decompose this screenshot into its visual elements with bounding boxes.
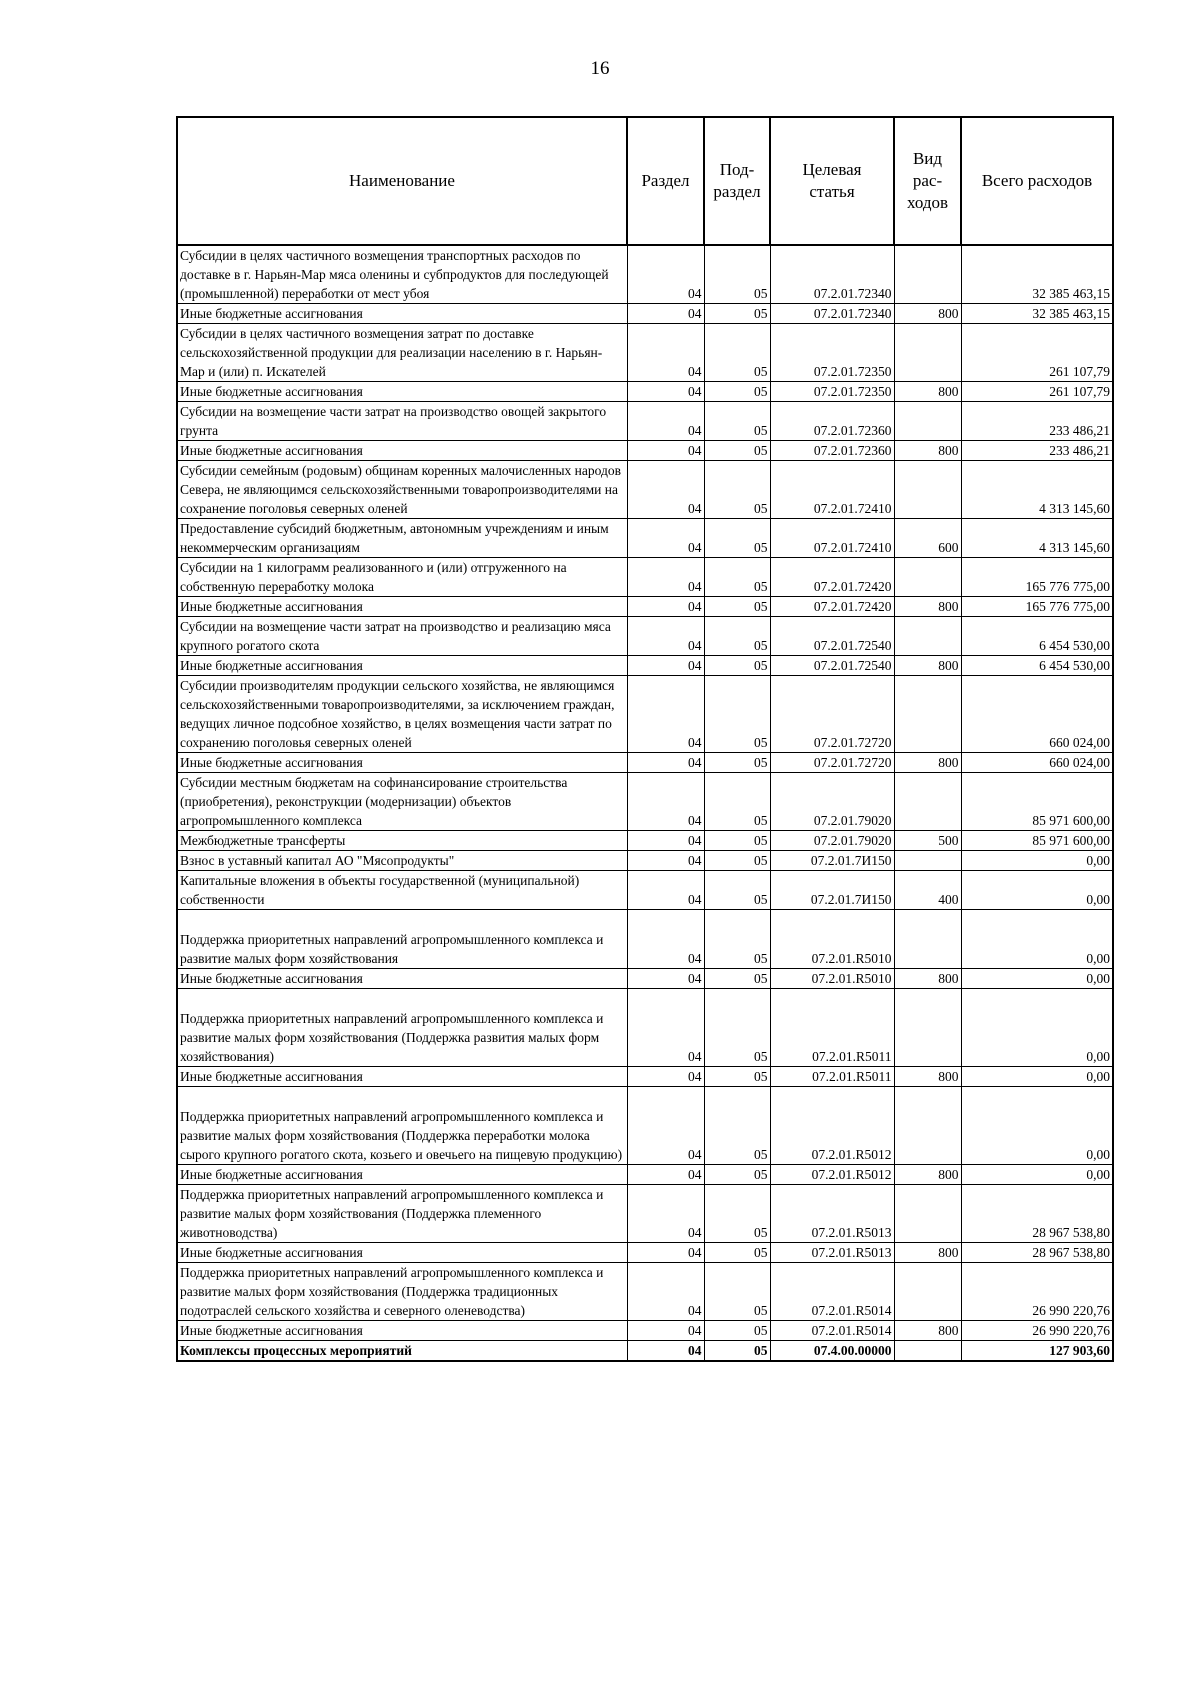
cell-subsection: 05 xyxy=(704,1165,770,1185)
cell-target: 07.2.01.R5011 xyxy=(770,989,894,1067)
cell-subsection: 05 xyxy=(704,989,770,1067)
cell-type: 800 xyxy=(894,753,961,773)
cell-subsection: 05 xyxy=(704,831,770,851)
cell-name: Субсидии семейным (родовым) общинам коренных малочисленных народов Севера, не являющимся сельскохозяйственными товаропроизводителями на сохранение поголовья северных оленей xyxy=(177,461,627,519)
cell-section: 04 xyxy=(627,597,704,617)
cell-target: 07.2.01.R5011 xyxy=(770,1067,894,1087)
cell-name: Иные бюджетные ассигнования xyxy=(177,1165,627,1185)
cell-type: 800 xyxy=(894,656,961,676)
cell-section: 04 xyxy=(627,1165,704,1185)
cell-section: 04 xyxy=(627,656,704,676)
cell-target: 07.2.01.R5013 xyxy=(770,1185,894,1243)
table-row xyxy=(177,304,1113,324)
table-row xyxy=(177,519,1113,558)
cell-total: 0,00 xyxy=(961,989,1113,1067)
cell-name: Поддержка приоритетных направлений агропромышленного комплекса и развитие малых форм хозяйствования (Поддержка развития малых форм хозяйствования) xyxy=(177,989,627,1067)
cell-type xyxy=(894,1263,961,1321)
cell-section: 04 xyxy=(627,676,704,753)
cell-section: 04 xyxy=(627,1243,704,1263)
cell-total: 660 024,00 xyxy=(961,676,1113,753)
cell-target: 07.2.01.72420 xyxy=(770,558,894,597)
cell-target: 07.2.01.72350 xyxy=(770,324,894,382)
cell-name: Субсидии на возмещение части затрат на производство и реализацию мяса крупного рогатого скота xyxy=(177,617,627,656)
cell-name: Субсидии на 1 килограмм реализованного и (или) отгруженного на собственную переработку молока xyxy=(177,558,627,597)
table-row xyxy=(177,245,1113,304)
cell-name: Предоставление субсидий бюджетным, автономным учреждениям и иным некоммерческим организациям xyxy=(177,519,627,558)
cell-subsection: 05 xyxy=(704,1067,770,1087)
cell-type xyxy=(894,989,961,1067)
cell-subsection: 05 xyxy=(704,1243,770,1263)
table-row xyxy=(177,910,1113,969)
cell-subsection: 05 xyxy=(704,597,770,617)
cell-total: 261 107,79 xyxy=(961,382,1113,402)
cell-section: 04 xyxy=(627,851,704,871)
cell-section: 04 xyxy=(627,617,704,656)
cell-total: 233 486,21 xyxy=(961,402,1113,441)
cell-target: 07.2.01.72360 xyxy=(770,441,894,461)
cell-subsection: 05 xyxy=(704,382,770,402)
cell-name: Субсидии в целях частичного возмещения транспортных расходов по доставке в г. Нарьян-Мар мяса оленины и субпродуктов для последующей (промышленной) переработки от мест убоя xyxy=(177,245,627,304)
cell-section: 04 xyxy=(627,245,704,304)
cell-name: Взнос в уставный капитал АО "Мясопродукты" xyxy=(177,851,627,871)
cell-total: 85 971 600,00 xyxy=(961,831,1113,851)
cell-target: 07.2.01.R5014 xyxy=(770,1263,894,1321)
table-row xyxy=(177,989,1113,1067)
cell-target: 07.2.01.72410 xyxy=(770,461,894,519)
cell-type xyxy=(894,910,961,969)
cell-name: Субсидии местным бюджетам на софинансирование строительства (приобретения), реконструкции (модернизации) объектов агропромышленного комплекса xyxy=(177,773,627,831)
cell-type xyxy=(894,773,961,831)
cell-subsection: 05 xyxy=(704,753,770,773)
cell-name: Межбюджетные трансферты xyxy=(177,831,627,851)
cell-section: 04 xyxy=(627,1263,704,1321)
cell-section: 04 xyxy=(627,753,704,773)
cell-subsection: 05 xyxy=(704,1263,770,1321)
cell-name: Иные бюджетные ассигнования xyxy=(177,1321,627,1341)
cell-target: 07.2.01.72420 xyxy=(770,597,894,617)
table-row xyxy=(177,558,1113,597)
table-row xyxy=(177,1341,1113,1362)
table-row xyxy=(177,969,1113,989)
cell-total: 26 990 220,76 xyxy=(961,1321,1113,1341)
cell-total: 0,00 xyxy=(961,1067,1113,1087)
header-subsection: Под- раздел xyxy=(704,117,770,245)
cell-type: 800 xyxy=(894,597,961,617)
cell-total: 233 486,21 xyxy=(961,441,1113,461)
cell-type: 400 xyxy=(894,871,961,910)
cell-section: 04 xyxy=(627,402,704,441)
table-row xyxy=(177,1087,1113,1165)
cell-type: 600 xyxy=(894,519,961,558)
header-type: Вид рас- ходов xyxy=(894,117,961,245)
table-row xyxy=(177,597,1113,617)
cell-target: 07.2.01.R5010 xyxy=(770,969,894,989)
cell-total: 0,00 xyxy=(961,910,1113,969)
cell-type xyxy=(894,324,961,382)
cell-section: 04 xyxy=(627,461,704,519)
cell-section: 04 xyxy=(627,1087,704,1165)
cell-target: 07.2.01.72410 xyxy=(770,519,894,558)
table-row xyxy=(177,402,1113,441)
cell-section: 04 xyxy=(627,1341,704,1362)
cell-subsection: 05 xyxy=(704,1321,770,1341)
cell-total: 28 967 538,80 xyxy=(961,1185,1113,1243)
cell-type: 800 xyxy=(894,441,961,461)
cell-name: Иные бюджетные ассигнования xyxy=(177,753,627,773)
cell-section: 04 xyxy=(627,1321,704,1341)
cell-section: 04 xyxy=(627,304,704,324)
table-row xyxy=(177,656,1113,676)
table-row xyxy=(177,1321,1113,1341)
cell-total: 261 107,79 xyxy=(961,324,1113,382)
cell-name: Субсидии на возмещение части затрат на производство овощей закрытого грунта xyxy=(177,402,627,441)
table-row xyxy=(177,753,1113,773)
table-row xyxy=(177,382,1113,402)
cell-type: 800 xyxy=(894,969,961,989)
cell-target: 07.2.01.R5013 xyxy=(770,1243,894,1263)
cell-name: Поддержка приоритетных направлений агропромышленного комплекса и развитие малых форм хозяйствования (Поддержка переработки молока сырого крупного рогатого скота, козьего и овечьего на пищевую продукцию) xyxy=(177,1087,627,1165)
page-number: 16 xyxy=(590,58,610,79)
cell-section: 04 xyxy=(627,558,704,597)
cell-name: Иные бюджетные ассигнования xyxy=(177,969,627,989)
cell-name: Иные бюджетные ассигнования xyxy=(177,597,627,617)
cell-subsection: 05 xyxy=(704,910,770,969)
cell-total: 165 776 775,00 xyxy=(961,597,1113,617)
cell-subsection: 05 xyxy=(704,519,770,558)
table-row xyxy=(177,1165,1113,1185)
cell-subsection: 05 xyxy=(704,558,770,597)
cell-subsection: 05 xyxy=(704,1185,770,1243)
cell-total: 6 454 530,00 xyxy=(961,656,1113,676)
cell-type xyxy=(894,1341,961,1362)
table-row xyxy=(177,851,1113,871)
cell-name: Поддержка приоритетных направлений агропромышленного комплекса и развитие малых форм хозяйствования xyxy=(177,910,627,969)
cell-type xyxy=(894,402,961,441)
cell-total: 0,00 xyxy=(961,1087,1113,1165)
cell-subsection: 05 xyxy=(704,441,770,461)
cell-type xyxy=(894,617,961,656)
cell-name: Комплексы процессных мероприятий xyxy=(177,1341,627,1362)
cell-target: 07.2.01.R5014 xyxy=(770,1321,894,1341)
table-row xyxy=(177,1185,1113,1243)
cell-name: Поддержка приоритетных направлений агропромышленного комплекса и развитие малых форм хозяйствования (Поддержка племенного животноводства) xyxy=(177,1185,627,1243)
cell-target: 07.2.01.7И150 xyxy=(770,871,894,910)
cell-target: 07.4.00.00000 xyxy=(770,1341,894,1362)
cell-total: 32 385 463,15 xyxy=(961,304,1113,324)
cell-section: 04 xyxy=(627,871,704,910)
cell-section: 04 xyxy=(627,989,704,1067)
cell-total: 165 776 775,00 xyxy=(961,558,1113,597)
cell-target: 07.2.01.79020 xyxy=(770,773,894,831)
table-row xyxy=(177,461,1113,519)
table-row xyxy=(177,773,1113,831)
cell-name: Иные бюджетные ассигнования xyxy=(177,382,627,402)
cell-type: 800 xyxy=(894,1067,961,1087)
cell-target: 07.2.01.72350 xyxy=(770,382,894,402)
cell-subsection: 05 xyxy=(704,324,770,382)
table-row xyxy=(177,1067,1113,1087)
header-target: Целевая статья xyxy=(770,117,894,245)
table-row xyxy=(177,1243,1113,1263)
table-row xyxy=(177,871,1113,910)
cell-type: 800 xyxy=(894,1243,961,1263)
cell-type xyxy=(894,245,961,304)
cell-name: Иные бюджетные ассигнования xyxy=(177,1243,627,1263)
cell-target: 07.2.01.72340 xyxy=(770,245,894,304)
cell-subsection: 05 xyxy=(704,969,770,989)
cell-name: Иные бюджетные ассигнования xyxy=(177,441,627,461)
cell-subsection: 05 xyxy=(704,773,770,831)
cell-type: 800 xyxy=(894,1165,961,1185)
cell-target: 07.2.01.79020 xyxy=(770,831,894,851)
cell-section: 04 xyxy=(627,831,704,851)
cell-total: 127 903,60 xyxy=(961,1341,1113,1362)
cell-section: 04 xyxy=(627,324,704,382)
cell-subsection: 05 xyxy=(704,656,770,676)
cell-type xyxy=(894,461,961,519)
table-row xyxy=(177,1263,1113,1321)
cell-target: 07.2.01.72720 xyxy=(770,753,894,773)
budget-table xyxy=(176,116,1114,1362)
cell-type xyxy=(894,1185,961,1243)
cell-type: 500 xyxy=(894,831,961,851)
cell-total: 4 313 145,60 xyxy=(961,461,1113,519)
cell-type: 800 xyxy=(894,304,961,324)
table-row xyxy=(177,831,1113,851)
cell-name: Поддержка приоритетных направлений агропромышленного комплекса и развитие малых форм хозяйствования (Поддержка традиционных подотраслей сельского хозяйства и северного оленеводства) xyxy=(177,1263,627,1321)
cell-target: 07.2.01.72360 xyxy=(770,402,894,441)
cell-total: 32 385 463,15 xyxy=(961,245,1113,304)
cell-name: Капитальные вложения в объекты государственной (муниципальной) собственности xyxy=(177,871,627,910)
header-row xyxy=(177,117,1113,245)
cell-subsection: 05 xyxy=(704,871,770,910)
cell-type xyxy=(894,676,961,753)
cell-name: Иные бюджетные ассигнования xyxy=(177,656,627,676)
header-name: Наименование xyxy=(177,117,627,245)
cell-total: 0,00 xyxy=(961,851,1113,871)
cell-target: 07.2.01.7И150 xyxy=(770,851,894,871)
cell-target: 07.2.01.R5012 xyxy=(770,1087,894,1165)
header-section: Раздел xyxy=(627,117,704,245)
cell-section: 04 xyxy=(627,1185,704,1243)
cell-subsection: 05 xyxy=(704,304,770,324)
cell-section: 04 xyxy=(627,441,704,461)
cell-total: 85 971 600,00 xyxy=(961,773,1113,831)
cell-subsection: 05 xyxy=(704,1341,770,1362)
cell-section: 04 xyxy=(627,519,704,558)
cell-subsection: 05 xyxy=(704,676,770,753)
cell-target: 07.2.01.R5012 xyxy=(770,1165,894,1185)
cell-total: 28 967 538,80 xyxy=(961,1243,1113,1263)
cell-type xyxy=(894,851,961,871)
cell-subsection: 05 xyxy=(704,461,770,519)
cell-total: 0,00 xyxy=(961,871,1113,910)
table-row xyxy=(177,324,1113,382)
header-total: Всего расходов xyxy=(961,117,1113,245)
cell-total: 660 024,00 xyxy=(961,753,1113,773)
cell-type xyxy=(894,558,961,597)
cell-subsection: 05 xyxy=(704,402,770,441)
cell-target: 07.2.01.R5010 xyxy=(770,910,894,969)
cell-section: 04 xyxy=(627,773,704,831)
cell-name: Субсидии в целях частичного возмещения затрат по доставке сельскохозяйственной продукции для реализации населению в г. Нарьян-Мар и (или) п. Искателей xyxy=(177,324,627,382)
cell-subsection: 05 xyxy=(704,1087,770,1165)
table-row xyxy=(177,617,1113,656)
cell-section: 04 xyxy=(627,910,704,969)
cell-section: 04 xyxy=(627,382,704,402)
cell-subsection: 05 xyxy=(704,617,770,656)
cell-name: Субсидии производителям продукции сельского хозяйства, не являющимся сельскохозяйственными товаропроизводителями, за исключением граждан, ведущих личное подсобное хозяйство, в целях возмещения части затрат по сохранению поголовья северных оленей xyxy=(177,676,627,753)
cell-section: 04 xyxy=(627,1067,704,1087)
cell-total: 26 990 220,76 xyxy=(961,1263,1113,1321)
cell-type: 800 xyxy=(894,1321,961,1341)
cell-total: 0,00 xyxy=(961,1165,1113,1185)
cell-target: 07.2.01.72540 xyxy=(770,617,894,656)
cell-total: 0,00 xyxy=(961,969,1113,989)
table-row xyxy=(177,676,1113,753)
cell-type: 800 xyxy=(894,382,961,402)
cell-target: 07.2.01.72540 xyxy=(770,656,894,676)
cell-type xyxy=(894,1087,961,1165)
cell-total: 4 313 145,60 xyxy=(961,519,1113,558)
cell-name: Иные бюджетные ассигнования xyxy=(177,1067,627,1087)
cell-target: 07.2.01.72340 xyxy=(770,304,894,324)
cell-subsection: 05 xyxy=(704,851,770,871)
cell-name: Иные бюджетные ассигнования xyxy=(177,304,627,324)
cell-section: 04 xyxy=(627,969,704,989)
cell-target: 07.2.01.72720 xyxy=(770,676,894,753)
cell-subsection: 05 xyxy=(704,245,770,304)
cell-total: 6 454 530,00 xyxy=(961,617,1113,656)
table-row xyxy=(177,441,1113,461)
